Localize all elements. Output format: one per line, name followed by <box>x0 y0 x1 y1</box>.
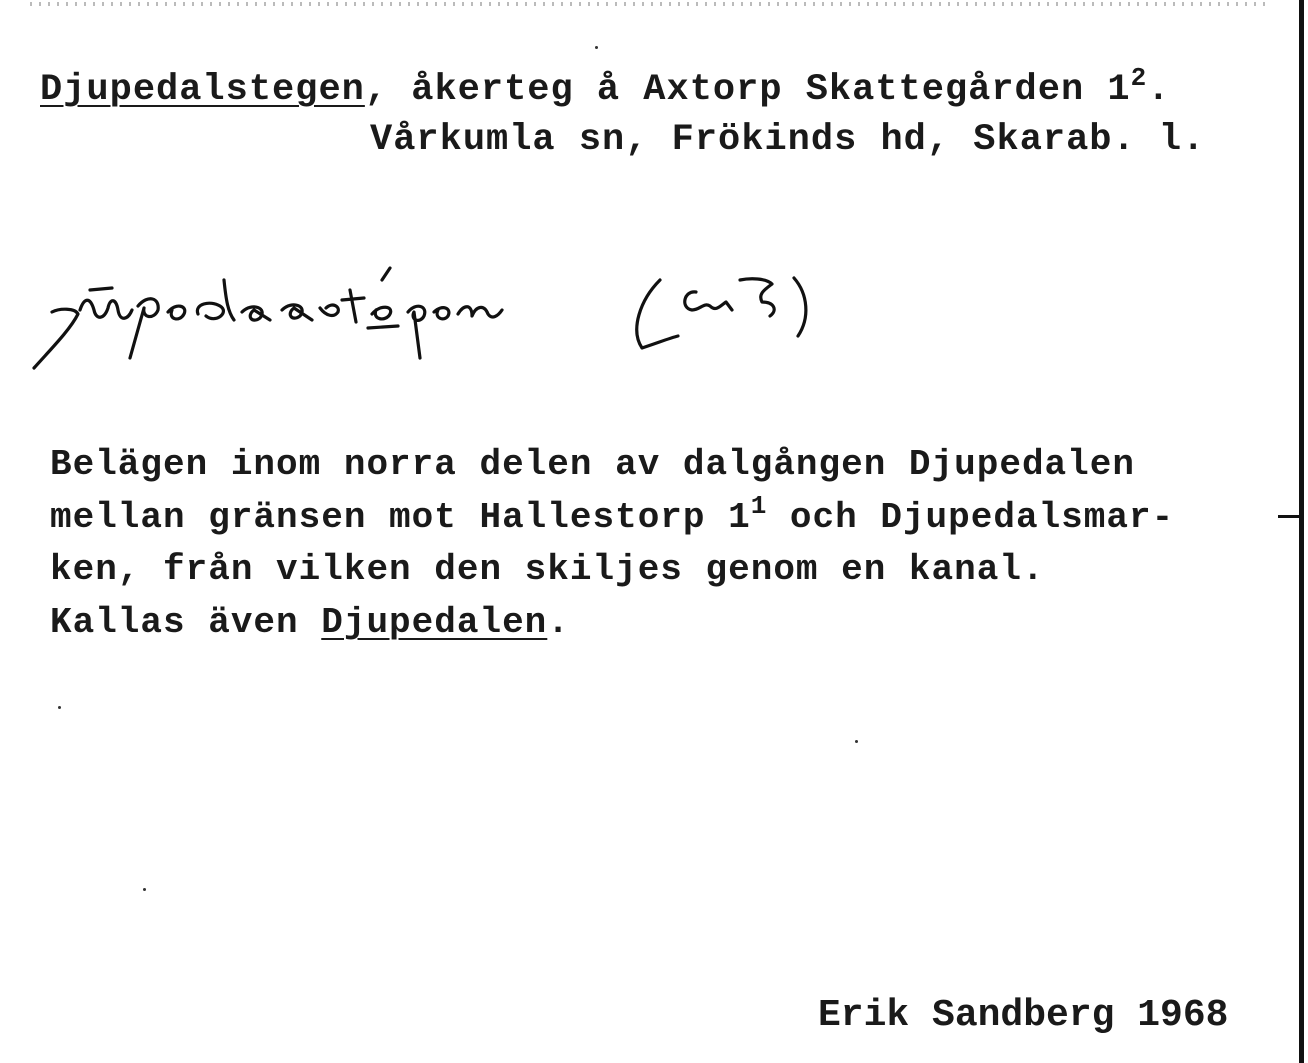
speck <box>58 706 61 709</box>
speck <box>595 46 598 49</box>
body-superscript: 1 <box>750 491 768 521</box>
card-right-edge <box>1299 0 1304 1063</box>
speck <box>143 888 146 891</box>
heading-superscript: 2 <box>1130 63 1148 93</box>
place-name: Djupedalstegen <box>40 69 365 111</box>
heading-line-1 <box>40 63 1171 111</box>
body-line-2-a: mellan gränsen mot Hallestorp 1 <box>50 497 751 538</box>
body-line-4-a: Kallas även <box>50 602 322 643</box>
alt-name: Djupedalen <box>321 602 548 643</box>
body-line-4-end: . <box>547 602 570 643</box>
heading-line-2: Vårkumla sn, Frökinds hd, Skarab. l. <box>370 119 1206 161</box>
body-line-3: ken, från vilken den skiljes genom en kanal. <box>50 549 1045 590</box>
body-line-4 <box>50 602 570 643</box>
margin-hyphen-mark <box>1278 515 1300 518</box>
body-line-2 <box>50 491 1175 538</box>
top-edge-speckle <box>30 2 1268 6</box>
speck <box>855 740 858 743</box>
heading-line-1-end: . <box>1147 69 1171 111</box>
handwritten-annotation <box>20 250 860 380</box>
signature: Erik Sandberg 1968 <box>818 994 1229 1037</box>
body-line-1: Belägen inom norra delen av dalgången Djupedalen <box>50 444 1135 485</box>
body-line-2-b: och Djupedalsmar- <box>767 497 1175 538</box>
heading-line-1-rest: , åkerteg å Axtorp Skattegården 1 <box>364 69 1131 111</box>
